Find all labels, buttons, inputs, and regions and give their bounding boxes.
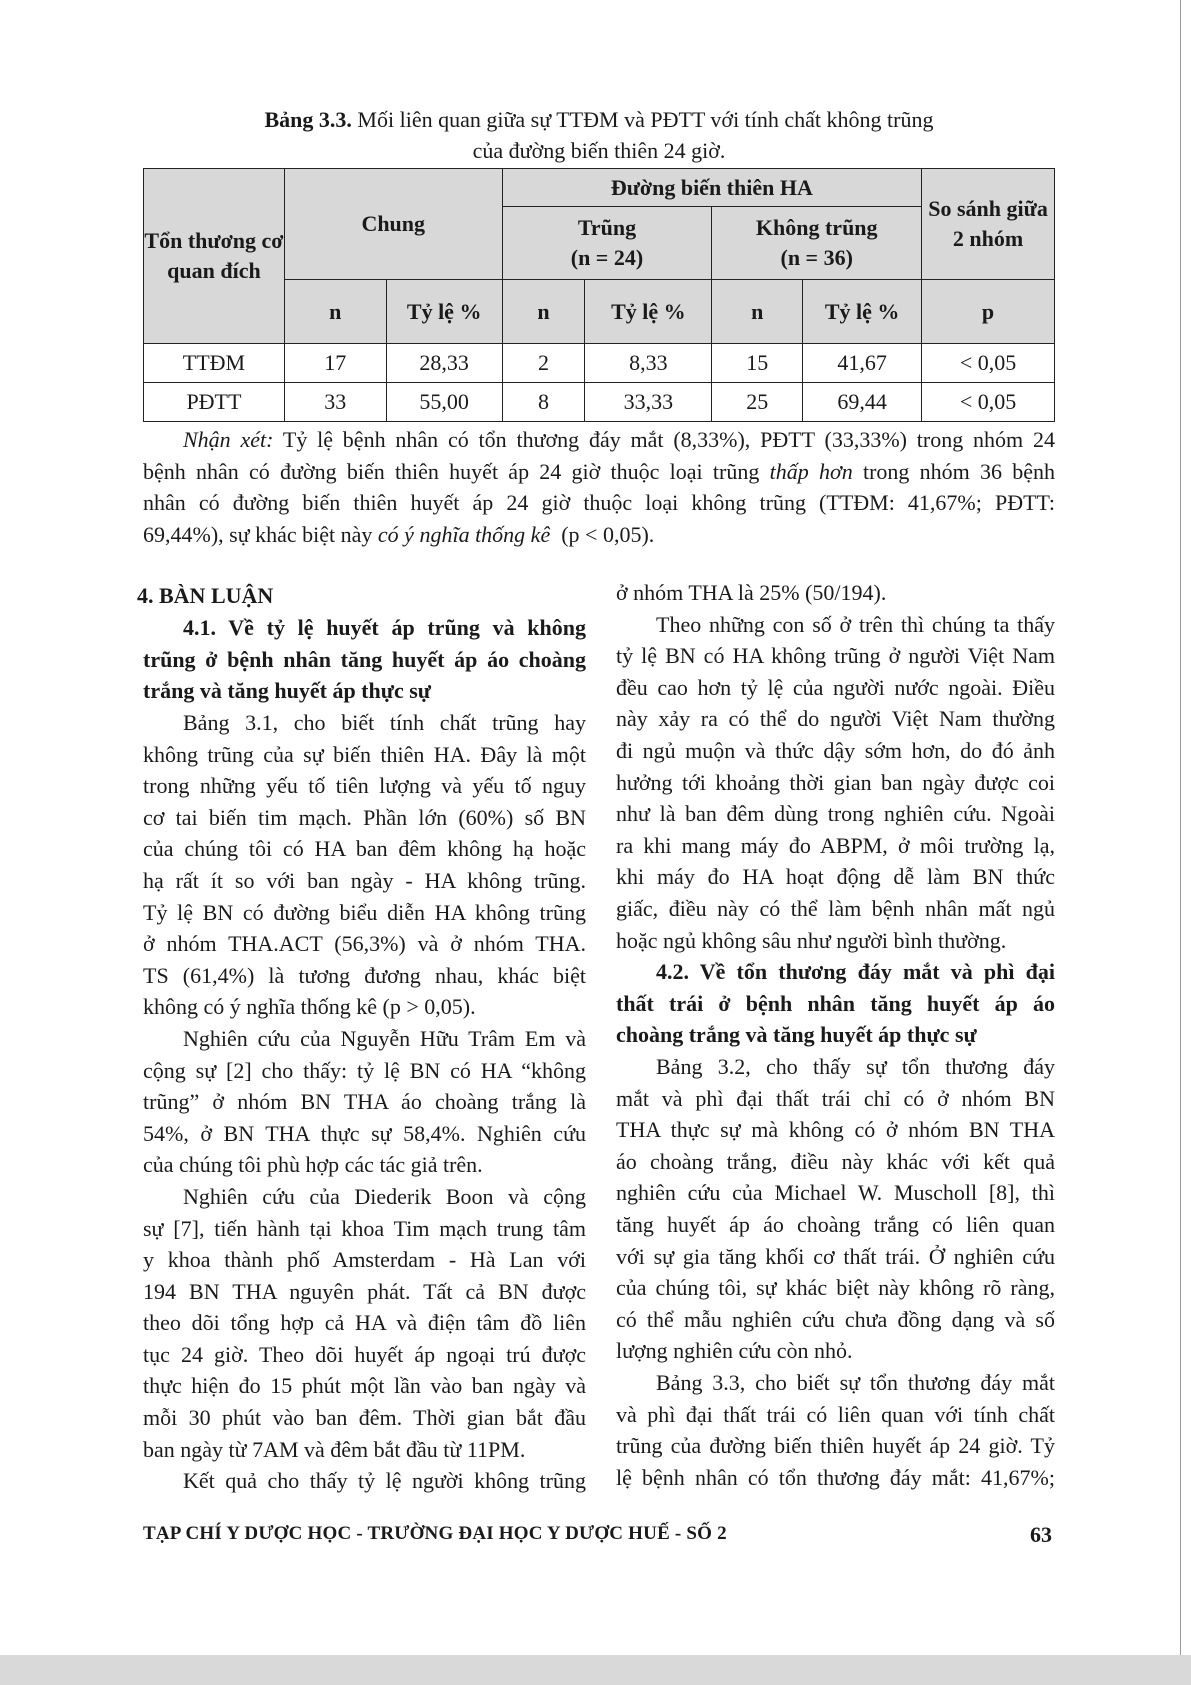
scan-edge-line <box>1180 0 1181 1685</box>
remark-line: nhân có đường biến thiên huyết áp 24 giờ thuộc loại không trũng (TTĐM: 41,67%; PĐTT: <box>143 490 1055 516</box>
cell-pct-dipper: 8,33 <box>585 344 712 383</box>
header-nondipper-label: Không trũng <box>755 215 878 240</box>
cell-n-common: 33 <box>284 383 386 422</box>
section-heading: 4. BÀN LUẬN <box>137 583 274 608</box>
header-dipper <box>502 207 712 280</box>
remark-label: Nhận xét: <box>183 427 274 452</box>
cell-pct-nondipper: 69,44 <box>803 383 922 422</box>
cell-p: < 0,05 <box>922 383 1055 422</box>
table-caption-line2: của đường biến thiên 24 giờ. <box>472 138 726 163</box>
header-organ: Tổn thương cơ quan đích <box>144 169 285 344</box>
header-p: p <box>922 280 1055 344</box>
table-row <box>144 383 1055 422</box>
remark-line: Nhận xét: Tỷ lệ bệnh nhân có tổn thương đáy mắt (8,33%), PĐTT (33,33%) trong nhóm 24 <box>183 427 1055 452</box>
cell-n-nondipper: 25 <box>712 383 803 422</box>
table-caption-label: Bảng 3.3. <box>264 107 352 132</box>
results-table <box>143 168 1055 422</box>
journal-footer: TẠP CHÍ Y DƯỢC HỌC - TRƯỜNG ĐẠI HỌC Y DƯỢC HUẾ - SỐ 2 <box>143 1523 727 1544</box>
cell-p: < 0,05 <box>922 344 1055 383</box>
page-number: 63 <box>1030 1522 1052 1547</box>
cell-n-dipper: 2 <box>502 344 585 383</box>
header-nondipper-n: (n = 36) <box>780 245 853 270</box>
row-label: PĐTT <box>144 383 285 422</box>
cell-n-nondipper: 15 <box>712 344 803 383</box>
table-row <box>144 344 1055 383</box>
header-nondipper <box>712 207 922 280</box>
scan-bottom-band <box>0 1655 1191 1685</box>
subsection-heading-4-2: 4.2. Về tổn thương đáy mắt và phì đại thất trái ở bệnh nhân tăng huyết áp áo choàng trắng và tăng huyết áp thực sự <box>616 959 1055 1048</box>
left-column-body: Bảng 3.1, cho biết tính chất trũng hay không trũng của sự biến thiên HA. Đây là một trong những yếu tố tiên lượng và yếu tố nguy cơ tai biến tim mạch. Phần lớn (60%) số BN của chúng tôi có HA ban đêm không hạ hoặc hạ rất ít so với ban ngày - HA không trũng. Tỷ lệ BN có đường biểu diễn HA không trũng ở nhóm THA.ACT (56,3%) và ở nhóm THA. TS (61,4%) là tương đương nhau, khác biệt không có ý nghĩa thống kê (p > 0,05). Nghiên cứu của Nguyễn Hữu Trâm Em và cộng sự [2] cho thấy: tỷ lệ BN có HA “không trũng” ở nhóm BN THA áo choàng trắng là 54%, ở BN THA thực sự 58,4%. Nghiên cứu của chúng tôi phù hợp các tác giả trên. Nghiên cứu của Diederik Boon và cộng sự [7], tiến hành tại khoa Tim mạch trung tâm y khoa thành phố Amsterdam - Hà Lan với 194 BN THA nguyên phát. Tất cả BN được theo dõi tổng hợp cả HA và điện tâm đồ liên tục 24 giờ. Theo dõi huyết áp ngoại trú được thực hiện đo 15 phút một lần vào ban ngày và mỗi 30 phút vào ban đêm. Thời gian bắt đầu ban ngày từ 7AM và đêm bắt đầu từ 11PM. Kết quả cho thấy tỷ lệ người không trũng <box>143 710 586 1494</box>
cell-pct-nondipper: 41,67 <box>803 344 922 383</box>
header-curve: Đường biến thiên HA <box>502 169 921 207</box>
remark-line: bệnh nhân có đường biến thiên huyết áp 24 giờ thuộc loại trũng thấp hơn trong nhóm 36 bệnh <box>143 458 1056 484</box>
right-column-body-top: ở nhóm THA là 25% (50/194). Theo những con số ở trên thì chúng ta thấy tỷ lệ BN có HA không trũng ở người Việt Nam đều cao hơn tỷ lệ của người nước ngoài. Điều này xảy ra có thể do người Việt Nam thường đi ngủ muộn và thức dậy sớm hơn, do đó ảnh hưởng tới khoảng thời gian ban ngày được coi như là ban đêm dùng trong nghiên cứu. Ngoài ra khi mang máy đo ABPM, ở môi trường lạ, khi máy đo HA hoạt động dễ làm BN thức giấc, điều này có thể làm bệnh nhân mất ngủ hoặc ngủ không sâu như người bình thường. <box>616 580 1055 953</box>
cell-pct-common: 55,00 <box>386 383 502 422</box>
cell-n-common: 17 <box>284 344 386 383</box>
header-n-nondipper: n <box>712 280 803 344</box>
header-n-common: n <box>284 280 386 344</box>
table-remark <box>143 424 1055 550</box>
header-compare: So sánh giữa 2 nhóm <box>922 169 1055 280</box>
header-dipper-n: (n = 24) <box>570 245 644 270</box>
table-caption-text: Mối liên quan giữa sự TTĐM và PĐTT với tính chất không trũng <box>357 107 934 132</box>
header-common: Chung <box>284 169 502 280</box>
cell-pct-dipper: 33,33 <box>585 383 712 422</box>
remark-line: 69,44%), sự khác biệt này có ý nghĩa thống kê (p < 0,05). <box>143 521 655 547</box>
table-caption <box>143 106 1055 134</box>
right-column-body-bottom: Bảng 3.2, cho thấy sự tổn thương đáy mắt và phì đại thất trái chỉ có ở nhóm BN THA thực sự mà không có ở nhóm BN THA áo choàng trắng, điều này khác với kết quả nghiên cứu của Michael W. Muscholl [8], thì tăng huyết áp áo choàng trắng có liên quan với sự gia tăng khối cơ thất trái. Ở nghiên cứu của chúng tôi, sự khác biệt này không rõ ràng, có thể mẫu nghiên cứu chưa đồng dạng và số lượng nghiên cứu còn nhỏ. Bảng 3.3, cho biết sự tổn thương đáy mắt và phì đại thất trái có liên quan với tính chất trũng của đường biến thiên huyết áp 24 giờ. Tỷ lệ bệnh nhân có tổn thương đáy mắt: 41,67%; <box>616 1054 1055 1490</box>
header-dipper-label: Trũng <box>577 215 637 240</box>
header-pct-dipper: Tỷ lệ % <box>585 280 712 344</box>
cell-n-dipper: 8 <box>502 383 585 422</box>
subsection-heading-4-1: 4.1. Về tỷ lệ huyết áp trũng và không trũng ở bệnh nhân tăng huyết áp áo choàng trắng và tăng huyết áp thực sự <box>143 615 586 704</box>
header-pct-nondipper: Tỷ lệ % <box>803 280 922 344</box>
header-pct-common: Tỷ lệ % <box>386 280 502 344</box>
header-n-dipper: n <box>502 280 585 344</box>
row-label: TTĐM <box>144 344 285 383</box>
cell-pct-common: 28,33 <box>386 344 502 383</box>
